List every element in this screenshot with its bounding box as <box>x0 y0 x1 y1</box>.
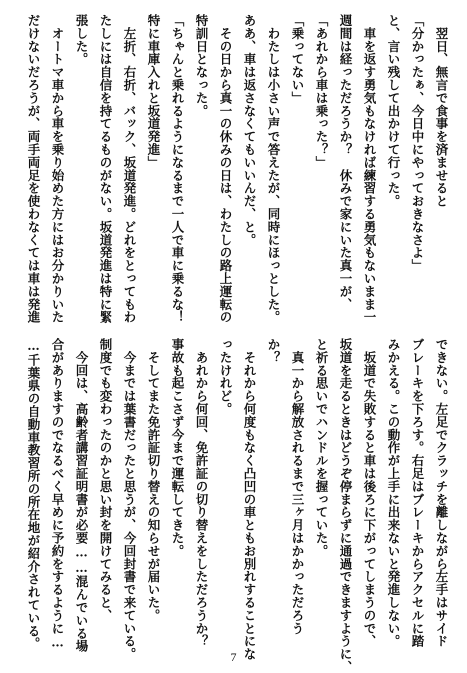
text-line: 張した。 <box>74 14 89 66</box>
text-line: わたしは小さい声で答えたが、同時にほっとした。 <box>266 14 281 324</box>
text-line: 今回は、高齢者講習証明書が必要……混んでいる場 <box>74 338 89 653</box>
text-line: 「ちゃんと乗れるようになるまで一人で車に乗るな！ <box>170 14 185 324</box>
text-line: できない。左足でクラッチを離しながら左手はサイド <box>434 338 449 648</box>
text-line: 制度でも変わったのかと思い封を開けてみると、 <box>98 338 113 622</box>
text-line: ブレーキを下ろす。右足はブレーキからアクセルに踏 <box>410 338 425 648</box>
text-line: 坂道で失敗すると車は後ろに下がってしまうので、 <box>362 338 377 648</box>
text-line: 週間は経っただろうか？ 休みで家にいた真一が、 <box>338 14 353 311</box>
upper-text-block <box>21 14 453 324</box>
text-line: その日から真一の休みの日は、わたしの路上運転の <box>218 14 233 324</box>
text-line: 事故も起こさず今まで運転してきた。 <box>170 338 185 558</box>
text-line: 「分かったぁ、今日中にやっておきなさよ」 <box>410 14 425 272</box>
text-line: ったけれど。 <box>218 338 233 416</box>
text-line: と、言い残して出かけて行った。 <box>386 14 401 208</box>
text-line: 坂道を走るときはどうぞ停まらずに通過できますように、 <box>338 338 353 673</box>
text-line: 特に車庫入れと坂道発進」 <box>146 14 161 169</box>
text-line: 今までは葉書だったと思うが、今回封書で来ている。 <box>122 338 137 661</box>
lower-text-block <box>21 338 453 673</box>
text-line: ああ、車は返さなくてもいいんだ、と。 <box>242 14 257 247</box>
text-line: 特訓日となった。 <box>194 14 209 118</box>
text-line: 車を返す勇気もなければ練習する勇気もないまま一 <box>362 14 377 324</box>
text-line: 左折、右折、バック、坂道発進。どれをとってもわ <box>122 14 137 324</box>
text-line: オートマ車から車を乗り始めた方にはお分かりいた <box>50 14 65 324</box>
text-line: 真一から解放されるまで三ヶ月はかかっただろう <box>290 338 305 635</box>
text-line: …千葉県の自動車教習所の所在地が紹介されている。 <box>26 338 41 651</box>
page-number: 7 <box>230 650 237 664</box>
text-line: 「乗ってない」 <box>290 14 305 105</box>
text-line: だけないだろうが、両手両足を使わなくては車は発進 <box>26 14 41 324</box>
text-line: と祈る思いでハンドルを握っていた。 <box>314 338 329 558</box>
text-line: それから何度もなく凸凹の車ともお別れすることにな <box>242 338 257 661</box>
text-line: か？ <box>266 338 281 364</box>
text-line: たしには自信を持てるものがない。坂道発進は特に緊 <box>98 14 113 324</box>
text-line: あれから何回、免許証の切り替えをしただろうか？ <box>194 338 209 648</box>
text-line: みかえる。この動作が上手に出来ないと発進しない。 <box>386 338 401 648</box>
text-line: そしてまた免許証切り替えの知らせが届いた。 <box>146 338 161 622</box>
text-line: 翌日、無言で食事を済ませると <box>434 14 449 208</box>
text-line: 合がありますのでなるべく早めに予約をするように… <box>50 338 65 651</box>
text-line: 「あれから車は乗った？」 <box>314 14 329 169</box>
